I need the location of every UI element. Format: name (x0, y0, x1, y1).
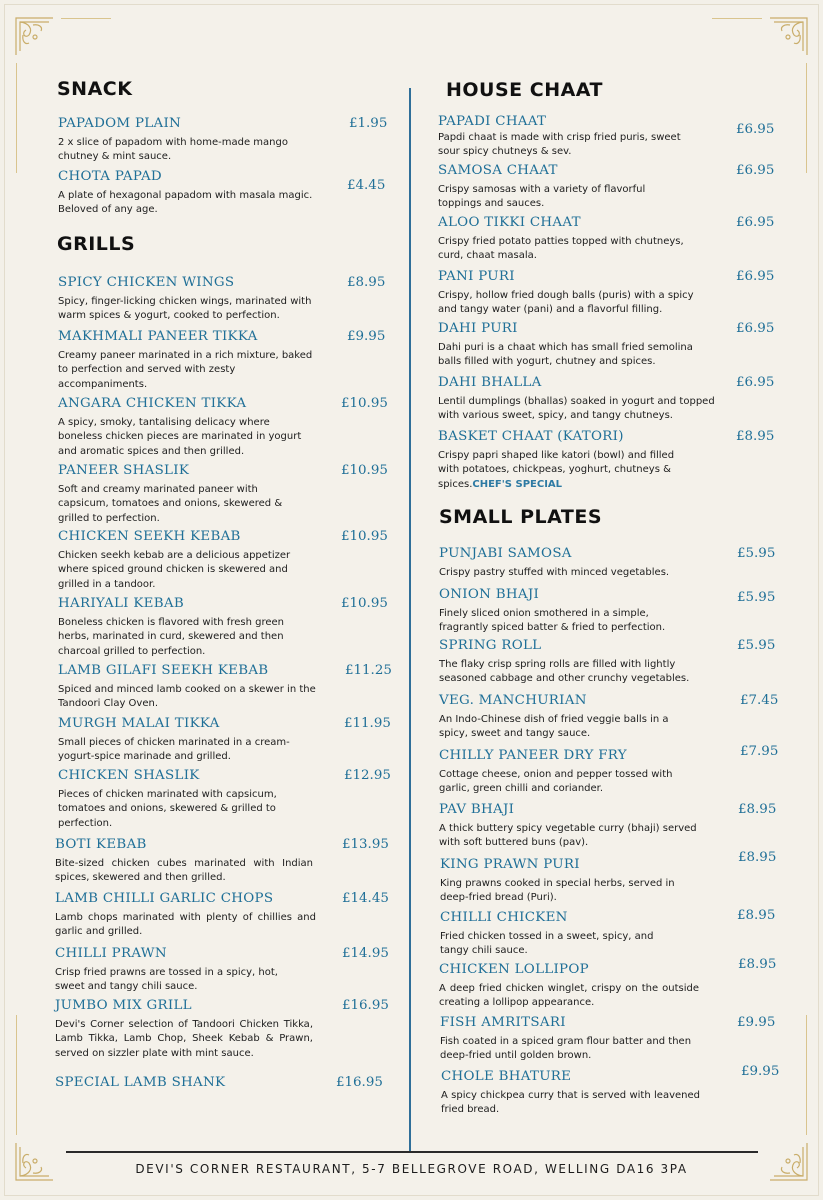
item-price: £8.95 (738, 802, 777, 817)
item-description: Lamb chops marinated with plenty of chillies and garlic and grilled. (55, 912, 316, 938)
item-description: Lentil dumplings (bhallas) soaked in yogurt and topped with various sweet, spicy, and tangy chutneys. (438, 396, 715, 422)
item-description: King prawns cooked in special herbs, served in deep-fried bread (Puri). (440, 878, 675, 904)
item-price: £8.95 (738, 850, 777, 865)
item-name: SPRING ROLL (439, 638, 542, 653)
ornament-corner-icon (766, 15, 810, 59)
item-name: CHOLE BHATURE (441, 1069, 572, 1084)
item-description: Crispy samosas with a variety of flavorful toppings and sauces. (438, 184, 646, 210)
item-name: HARIYALI KEBAB (58, 596, 184, 611)
item-price: £16.95 (342, 998, 389, 1013)
item-description: Crispy, hollow fried dough balls (puris) with a spicy and tangy water (pani) and a flavorful filling. (438, 290, 694, 316)
item-price: £10.95 (341, 463, 388, 478)
item-description (438, 449, 693, 492)
item-name: FISH AMRITSARI (440, 1015, 566, 1030)
item-description: Finely sliced onion smothered in a simple, fragrantly spiced batter & fried to perfection. (439, 608, 666, 634)
item-name: DAHI BHALLA (438, 375, 542, 390)
item-name: CHICKEN SHASLIK (58, 768, 200, 783)
item-name: BASKET CHAAT (KATORI) (438, 429, 624, 444)
section-title-small-plates: SMALL PLATES (439, 506, 603, 528)
item-name: CHOTA PAPAD (58, 169, 162, 184)
item-name: ANGARA CHICKEN TIKKA (58, 396, 247, 411)
item-price: £16.95 (336, 1075, 383, 1090)
item-price: £6.95 (736, 269, 775, 284)
item-name: CHICKEN LOLLIPOP (439, 962, 589, 977)
item-description: An Indo-Chinese dish of fried veggie balls in a spicy, sweet and tangy sauce. (439, 714, 669, 740)
item-price: £8.95 (347, 275, 386, 290)
item-name: CHILLI PRAWN (55, 946, 167, 961)
item-name: PAPADI CHAAT (438, 114, 547, 129)
ornament-line (806, 1015, 807, 1135)
ornament-line (61, 18, 111, 19)
item-description: Creamy paneer marinated in a rich mixture, baked to perfection and served with zesty accompaniments. (58, 350, 313, 390)
item-price: £11.25 (345, 663, 392, 678)
item-price: £6.95 (736, 321, 775, 336)
item-name: PAPADOM PLAIN (58, 116, 182, 131)
ornament-line (712, 18, 762, 19)
item-description: A spicy chickpea curry that is served with leavened fried bread. (441, 1090, 700, 1116)
item-price: £4.45 (347, 178, 386, 193)
item-name: PAV BHAJI (439, 802, 515, 817)
ornament-line (16, 63, 17, 173)
ornament-line (806, 63, 807, 173)
item-description: A plate of hexagonal papadom with masala magic. Beloved of any age. (58, 190, 313, 216)
item-name: JUMBO MIX GRILL (55, 998, 192, 1013)
section-title-house-chaat: HOUSE CHAAT (446, 79, 603, 101)
item-description: Crispy fried potato patties topped with chutneys, curd, chaat masala. (438, 236, 684, 262)
item-name: SPECIAL LAMB SHANK (55, 1075, 226, 1090)
item-description: Bite-sized chicken cubes marinated with Indian spices, skewered and then grilled. (55, 858, 313, 884)
item-name: LAMB CHILLI GARLIC CHOPS (55, 891, 274, 906)
ornament-corner-icon (13, 1139, 57, 1183)
item-name: CHICKEN SEEKH KEBAB (58, 529, 241, 544)
item-name: SAMOSA CHAAT (438, 163, 558, 178)
item-price: £10.95 (341, 596, 388, 611)
item-price: £7.95 (740, 744, 779, 759)
item-price: £5.95 (737, 590, 776, 605)
ornament-line (16, 1015, 17, 1135)
item-price: £8.95 (738, 957, 777, 972)
item-price: £7.45 (740, 693, 779, 708)
restaurant-address: DEVI'S CORNER RESTAURANT, 5-7 BELLEGROVE ROAD, WELLING DA16 3PA (135, 1162, 688, 1176)
item-name: LAMB GILAFI SEEKH KEBAB (58, 663, 269, 678)
item-description: Spiced and minced lamb cooked on a skewer in the Tandoori Clay Oven. (58, 684, 316, 710)
item-price: £6.95 (736, 163, 775, 178)
item-description: Dahi puri is a chaat which has small fried semolina balls filled with yogurt, chutney and spices. (438, 342, 693, 368)
item-description: Crispy pastry stuffed with minced vegetables. (439, 567, 670, 578)
item-description: A spicy, smoky, tantalising delicacy where boneless chicken pieces are marinated in yogurt and aromatic spices and then grilled. (58, 417, 302, 457)
item-price: £9.95 (737, 1015, 776, 1030)
item-name: MAKHMALI PANEER TIKKA (58, 329, 258, 344)
item-description: Fish coated in a spiced gram flour batter and then deep-fried until golden brown. (440, 1036, 692, 1062)
item-price: £10.95 (341, 396, 388, 411)
item-description: Spicy, finger-licking chicken wings, marinated with warm spices & yogurt, cooked to perfection. (58, 296, 312, 322)
item-price: £10.95 (341, 529, 388, 544)
item-description: Pieces of chicken marinated with capsicum, tomatoes and onions, skewered & grilled to perfection. (58, 789, 277, 829)
item-description: Cottage cheese, onion and pepper tossed with garlic, green chilli and coriander. (439, 769, 673, 795)
item-price: £6.95 (736, 122, 775, 137)
item-name: KING PRAWN PURI (440, 857, 580, 872)
item-price: £12.95 (344, 768, 391, 783)
item-price: £6.95 (736, 215, 775, 230)
item-price: £9.95 (741, 1064, 780, 1079)
ornament-corner-icon (13, 15, 57, 59)
footer-rule (66, 1151, 758, 1153)
section-title-snack: SNACK (57, 78, 133, 100)
item-description: Devi's Corner selection of Tandoori Chicken Tikka, Lamb Tikka, Lamb Chop, Sheek Kebab & Prawn, served on sizzler plate with mint sauce. (55, 1019, 313, 1059)
item-price: £9.95 (347, 329, 386, 344)
item-price: £5.95 (737, 638, 776, 653)
item-name: PANEER SHASLIK (58, 463, 190, 478)
item-price: £11.95 (344, 716, 391, 731)
item-name: BOTI KEBAB (55, 837, 147, 852)
item-name: ONION BHAJI (439, 587, 540, 602)
item-price: £8.95 (737, 908, 776, 923)
item-description: Small pieces of chicken marinated in a cream-yogurt-spice marinade and grilled. (58, 737, 290, 763)
item-name: DAHI PURI (438, 321, 518, 336)
item-description: Papdi chaat is made with crisp fried puris, sweet sour spicy chutneys & sev. (438, 132, 681, 158)
item-price: £13.95 (342, 837, 389, 852)
item-description: 2 x slice of papadom with home-made mango chutney & mint sauce. (58, 137, 288, 163)
item-description: Chicken seekh kebab are a delicious appetizer where spiced ground chicken is skewered and grilled in a tandoor. (58, 550, 291, 590)
item-price: £1.95 (349, 116, 388, 131)
item-description-text: Crispy papri shaped like katori (bowl) and filled with potatoes, chickpeas, yoghurt, chutneys & spices. (438, 450, 675, 490)
item-description: The flaky crisp spring rolls are filled with lightly seasoned cabbage and other crunchy vegetables. (439, 659, 690, 685)
chefs-special-badge: CHEF'S SPECIAL (472, 478, 563, 490)
item-price: £14.95 (342, 946, 389, 961)
item-name: CHILLI CHICKEN (440, 910, 568, 925)
section-title-grills: GRILLS (57, 233, 136, 255)
item-description: Crisp fried prawns are tossed in a spicy, hot, sweet and tangy chili sauce. (55, 967, 278, 993)
item-name: CHILLY PANEER DRY FRY (439, 748, 627, 763)
item-price: £6.95 (736, 375, 775, 390)
ornament-corner-icon (766, 1139, 810, 1183)
item-name: SPICY CHICKEN WINGS (58, 275, 235, 290)
item-name: VEG. MANCHURIAN (439, 693, 587, 708)
item-name: ALOO TIKKI CHAAT (438, 215, 581, 230)
item-price: £14.45 (342, 891, 389, 906)
item-description: Soft and creamy marinated paneer with capsicum, tomatoes and onions, skewered & grilled to perfection. (58, 484, 283, 524)
column-divider (409, 88, 411, 1152)
item-name: PANI PURI (438, 269, 515, 284)
item-description: A deep fried chicken winglet, crispy on the outside creating a lollipop appearance. (439, 983, 699, 1009)
item-name: PUNJABI SAMOSA (439, 546, 572, 561)
item-name: MURGH MALAI TIKKA (58, 716, 220, 731)
item-price: £8.95 (736, 429, 775, 444)
item-description: Fried chicken tossed in a sweet, spicy, and tangy chili sauce. (440, 931, 654, 957)
item-price: £5.95 (737, 546, 776, 561)
item-description: A thick buttery spicy vegetable curry (bhaji) served with soft buttered buns (pav). (439, 823, 697, 849)
item-description: Boneless chicken is flavored with fresh green herbs, marinated in curd, skewered and then charcoal grilled to perfection. (58, 617, 284, 657)
